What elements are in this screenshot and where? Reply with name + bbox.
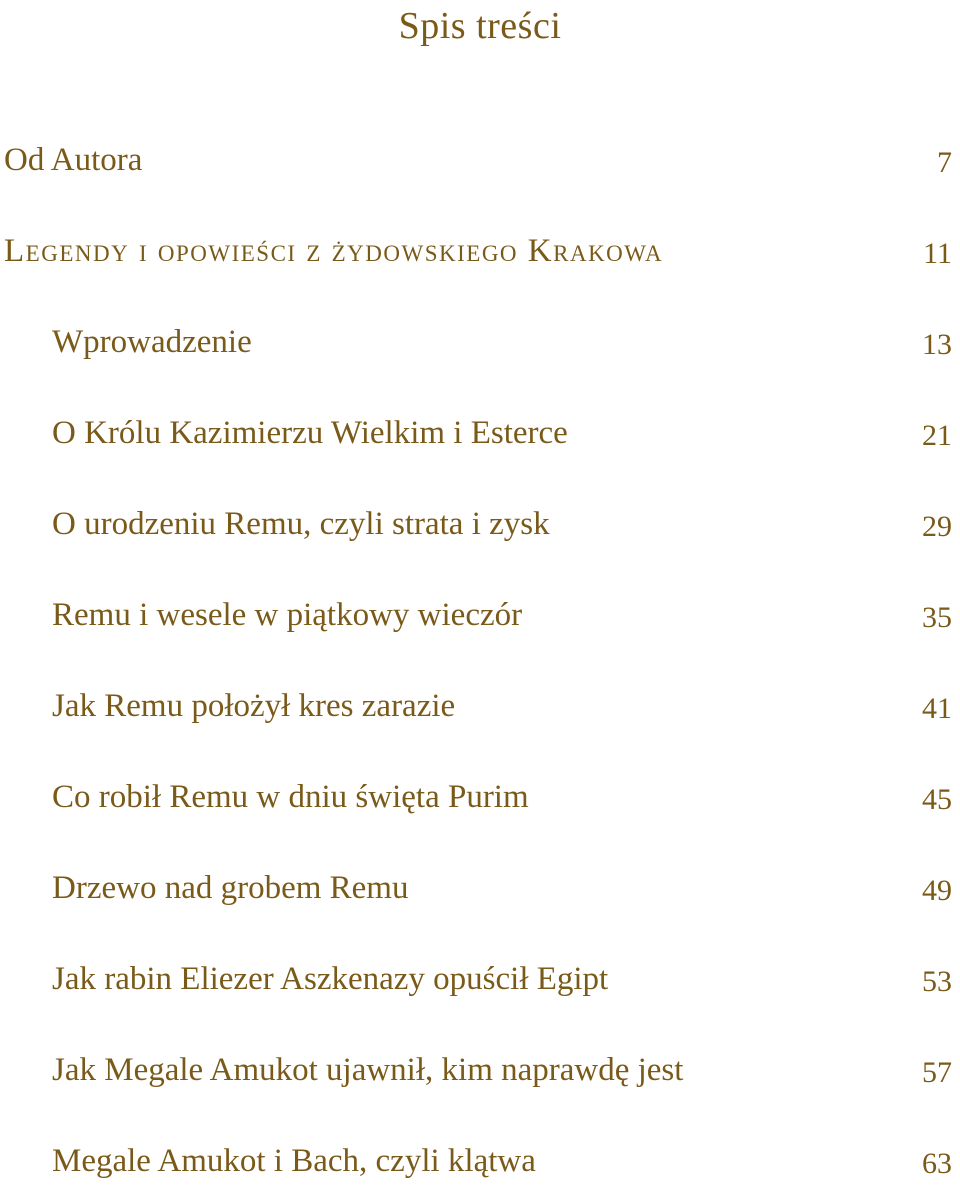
toc-entry-label: Co robił Remu w dniu święta Purim	[52, 779, 529, 815]
toc-entry-page-number: 49	[922, 874, 952, 907]
toc-entry-krol-kazimierz[interactable]	[0, 415, 960, 465]
toc-entry-page-number: 63	[922, 1147, 952, 1180]
toc-entry-label: Od Autora	[4, 142, 143, 178]
toc-entry-label: Drzewo nad grobem Remu	[52, 870, 409, 906]
toc-entry-page-number: 45	[922, 783, 952, 816]
toc-entry-drzewo[interactable]	[0, 870, 960, 920]
toc-entry-purim[interactable]	[0, 779, 960, 829]
toc-entry-label: Remu i wesele w piątkowy wieczór	[52, 597, 523, 633]
toc-section-label: Legendy i opowieści z żydowskiego Krakowa	[4, 233, 664, 269]
toc-entry-page-number: 11	[923, 237, 952, 270]
toc-entry-eliezer[interactable]	[0, 961, 960, 1011]
toc-entry-page-number: 29	[922, 510, 952, 543]
toc-entry-label: Jak rabin Eliezer Aszkenazy opuścił Egipt	[52, 961, 609, 997]
toc-entry-wprowadzenie[interactable]	[0, 324, 960, 374]
toc-entry-page-number: 21	[922, 419, 952, 452]
toc-entry-page-number: 53	[922, 965, 952, 998]
toc-section-legendy[interactable]	[0, 233, 960, 283]
toc-entry-page-number: 13	[922, 328, 952, 361]
toc-entry-page-number: 41	[922, 692, 952, 725]
toc-entry-page-number: 57	[922, 1056, 952, 1089]
toc-entry-label: Megale Amukot i Bach, czyli klątwa	[52, 1143, 536, 1179]
toc-entry-label: Jak Remu położył kres zarazie	[52, 688, 456, 724]
toc-entry-label: O urodzeniu Remu, czyli strata i zysk	[52, 506, 550, 542]
toc-entry-zaraza[interactable]	[0, 688, 960, 738]
toc-entry-wesele[interactable]	[0, 597, 960, 647]
toc-entry-bach[interactable]	[0, 1143, 960, 1193]
toc-entry-page-number: 35	[922, 601, 952, 634]
toc-entry-megale-amukot[interactable]	[0, 1052, 960, 1102]
toc-entry-od-autora[interactable]	[0, 142, 960, 192]
toc-entry-urodzenie-remu[interactable]	[0, 506, 960, 556]
toc-entry-label: Wprowadzenie	[52, 324, 252, 360]
page-title: Spis treści	[398, 5, 562, 47]
toc-entry-label: O Królu Kazimierzu Wielkim i Esterce	[52, 415, 568, 451]
toc-entry-page-number: 7	[937, 146, 952, 179]
toc-entry-label: Jak Megale Amukot ujawnił, kim naprawdę jest	[52, 1052, 684, 1088]
